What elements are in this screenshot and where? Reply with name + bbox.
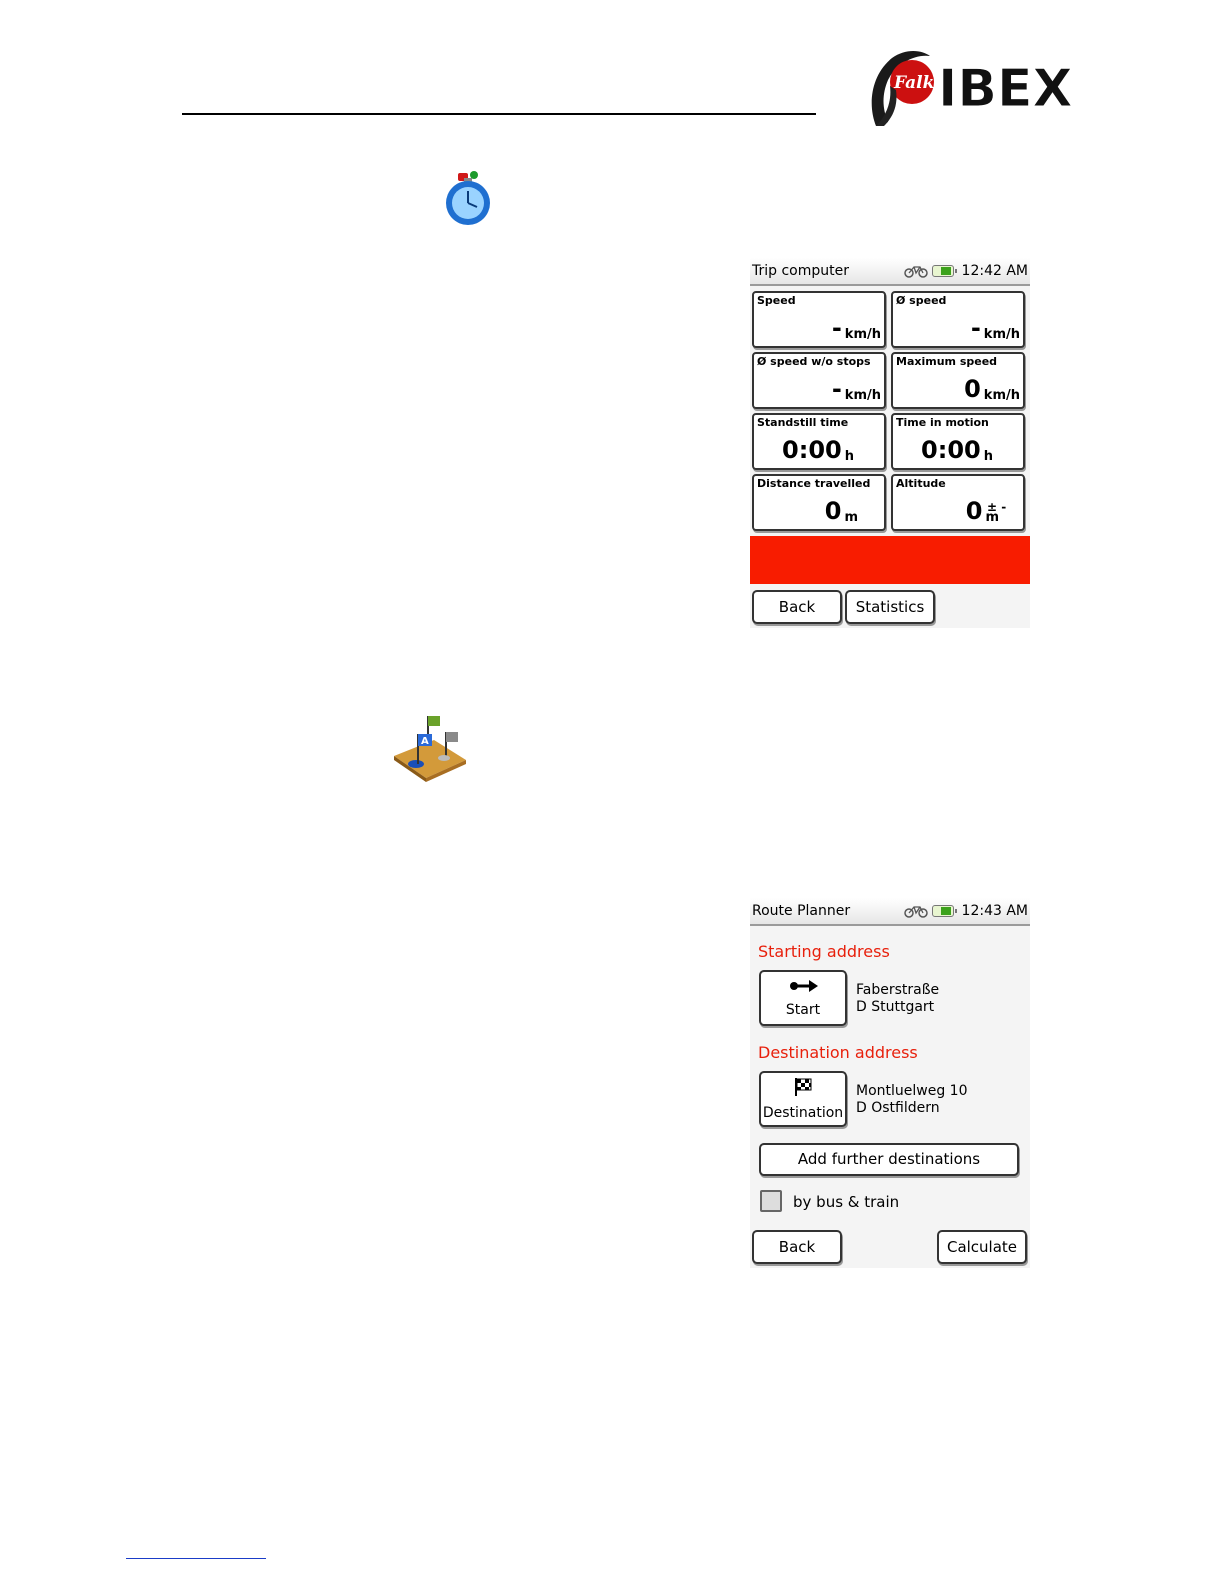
route-planner-screen [750, 898, 1030, 1268]
start-arrow-icon [789, 978, 819, 994]
svg-text:Falk: Falk [894, 73, 935, 93]
cell-label: Speed [757, 294, 796, 307]
start-city: D Stuttgart [856, 999, 935, 1015]
cell-unit: km/h [844, 327, 881, 342]
battery-icon [932, 265, 954, 277]
cell-unit: h [844, 449, 854, 464]
distance-travelled-cell [752, 474, 886, 531]
avg-speed-no-stops-cell [752, 352, 886, 409]
footer-link-underline[interactable] [126, 1558, 266, 1559]
altitude-trend: ± - [987, 500, 1007, 514]
standstill-time-cell [752, 413, 886, 470]
time-in-motion-cell [891, 413, 1025, 470]
destination-address [856, 1083, 968, 1117]
destination-button[interactable] [759, 1071, 847, 1127]
status-band [750, 536, 1030, 584]
cell-unit: km/h [983, 327, 1020, 342]
back-button[interactable]: Back [752, 1230, 842, 1264]
route-flags-icon [390, 712, 470, 784]
cell-value: - [831, 314, 842, 342]
title-bar [750, 258, 1030, 286]
ibex-horn-icon [862, 46, 1098, 130]
cell-value: 0 [824, 497, 842, 525]
calculate-button[interactable]: Calculate [937, 1230, 1027, 1264]
cell-unit: m [985, 510, 999, 525]
statistics-button[interactable]: Statistics [845, 590, 935, 624]
destination-address-heading: Destination address [758, 1043, 918, 1062]
cell-unit: m [844, 510, 858, 525]
destination-street: Montluelweg 10 [856, 1083, 968, 1099]
bicycle-icon [904, 904, 928, 918]
speed-cell [752, 291, 886, 348]
avg-speed-cell [891, 291, 1025, 348]
cell-value: 0:00 [782, 436, 842, 464]
max-speed-cell [891, 352, 1025, 409]
cell-label: Time in motion [896, 416, 989, 429]
checkered-flag-icon [794, 1077, 814, 1097]
start-street: Faberstraße [856, 982, 940, 998]
battery-icon [932, 905, 954, 917]
destination-city: D Ostfildern [856, 1100, 940, 1116]
cell-value: 0 [964, 375, 981, 403]
cell-value: - [831, 375, 842, 403]
falk-ibex-logo [862, 46, 1098, 130]
cell-label: Maximum speed [896, 355, 998, 368]
starting-address-heading: Starting address [758, 942, 890, 961]
svg-text:A: A [421, 736, 429, 747]
title-bar [750, 898, 1030, 926]
cell-unit: h [983, 449, 993, 464]
cell-value: - [970, 314, 981, 342]
header-rule [182, 113, 816, 115]
cell-label: Ø speed w/o stops [757, 355, 871, 368]
cell-label: Standstill time [757, 416, 849, 429]
start-button[interactable] [759, 970, 847, 1026]
bus-train-checkbox[interactable] [760, 1190, 782, 1212]
cell-value: 0 [965, 497, 983, 525]
start-address [856, 982, 939, 1016]
clock: 12:43 AM [961, 903, 1028, 919]
cell-unit: km/h [844, 388, 881, 403]
back-button[interactable]: Back [752, 590, 842, 624]
bicycle-icon [904, 264, 928, 278]
bus-train-label: by bus & train [793, 1193, 900, 1211]
cell-label: Altitude [896, 477, 946, 490]
clock: 12:42 AM [961, 263, 1028, 279]
add-further-destinations-button[interactable]: Add further destinations [759, 1143, 1019, 1176]
start-button-label: Start [785, 1002, 821, 1018]
altitude-cell [891, 474, 1025, 531]
screen-title: Trip computer [752, 263, 849, 279]
cell-unit: km/h [983, 388, 1020, 403]
cell-value: 0:00 [921, 436, 981, 464]
svg-text:IBEX: IBEX [938, 59, 1073, 119]
stopwatch-icon [444, 170, 494, 226]
destination-button-label: Destination [762, 1105, 844, 1121]
cell-label: Ø speed [896, 294, 947, 307]
screen-title: Route Planner [752, 903, 851, 919]
trip-computer-screen [750, 258, 1030, 628]
cell-label: Distance travelled [757, 477, 871, 490]
